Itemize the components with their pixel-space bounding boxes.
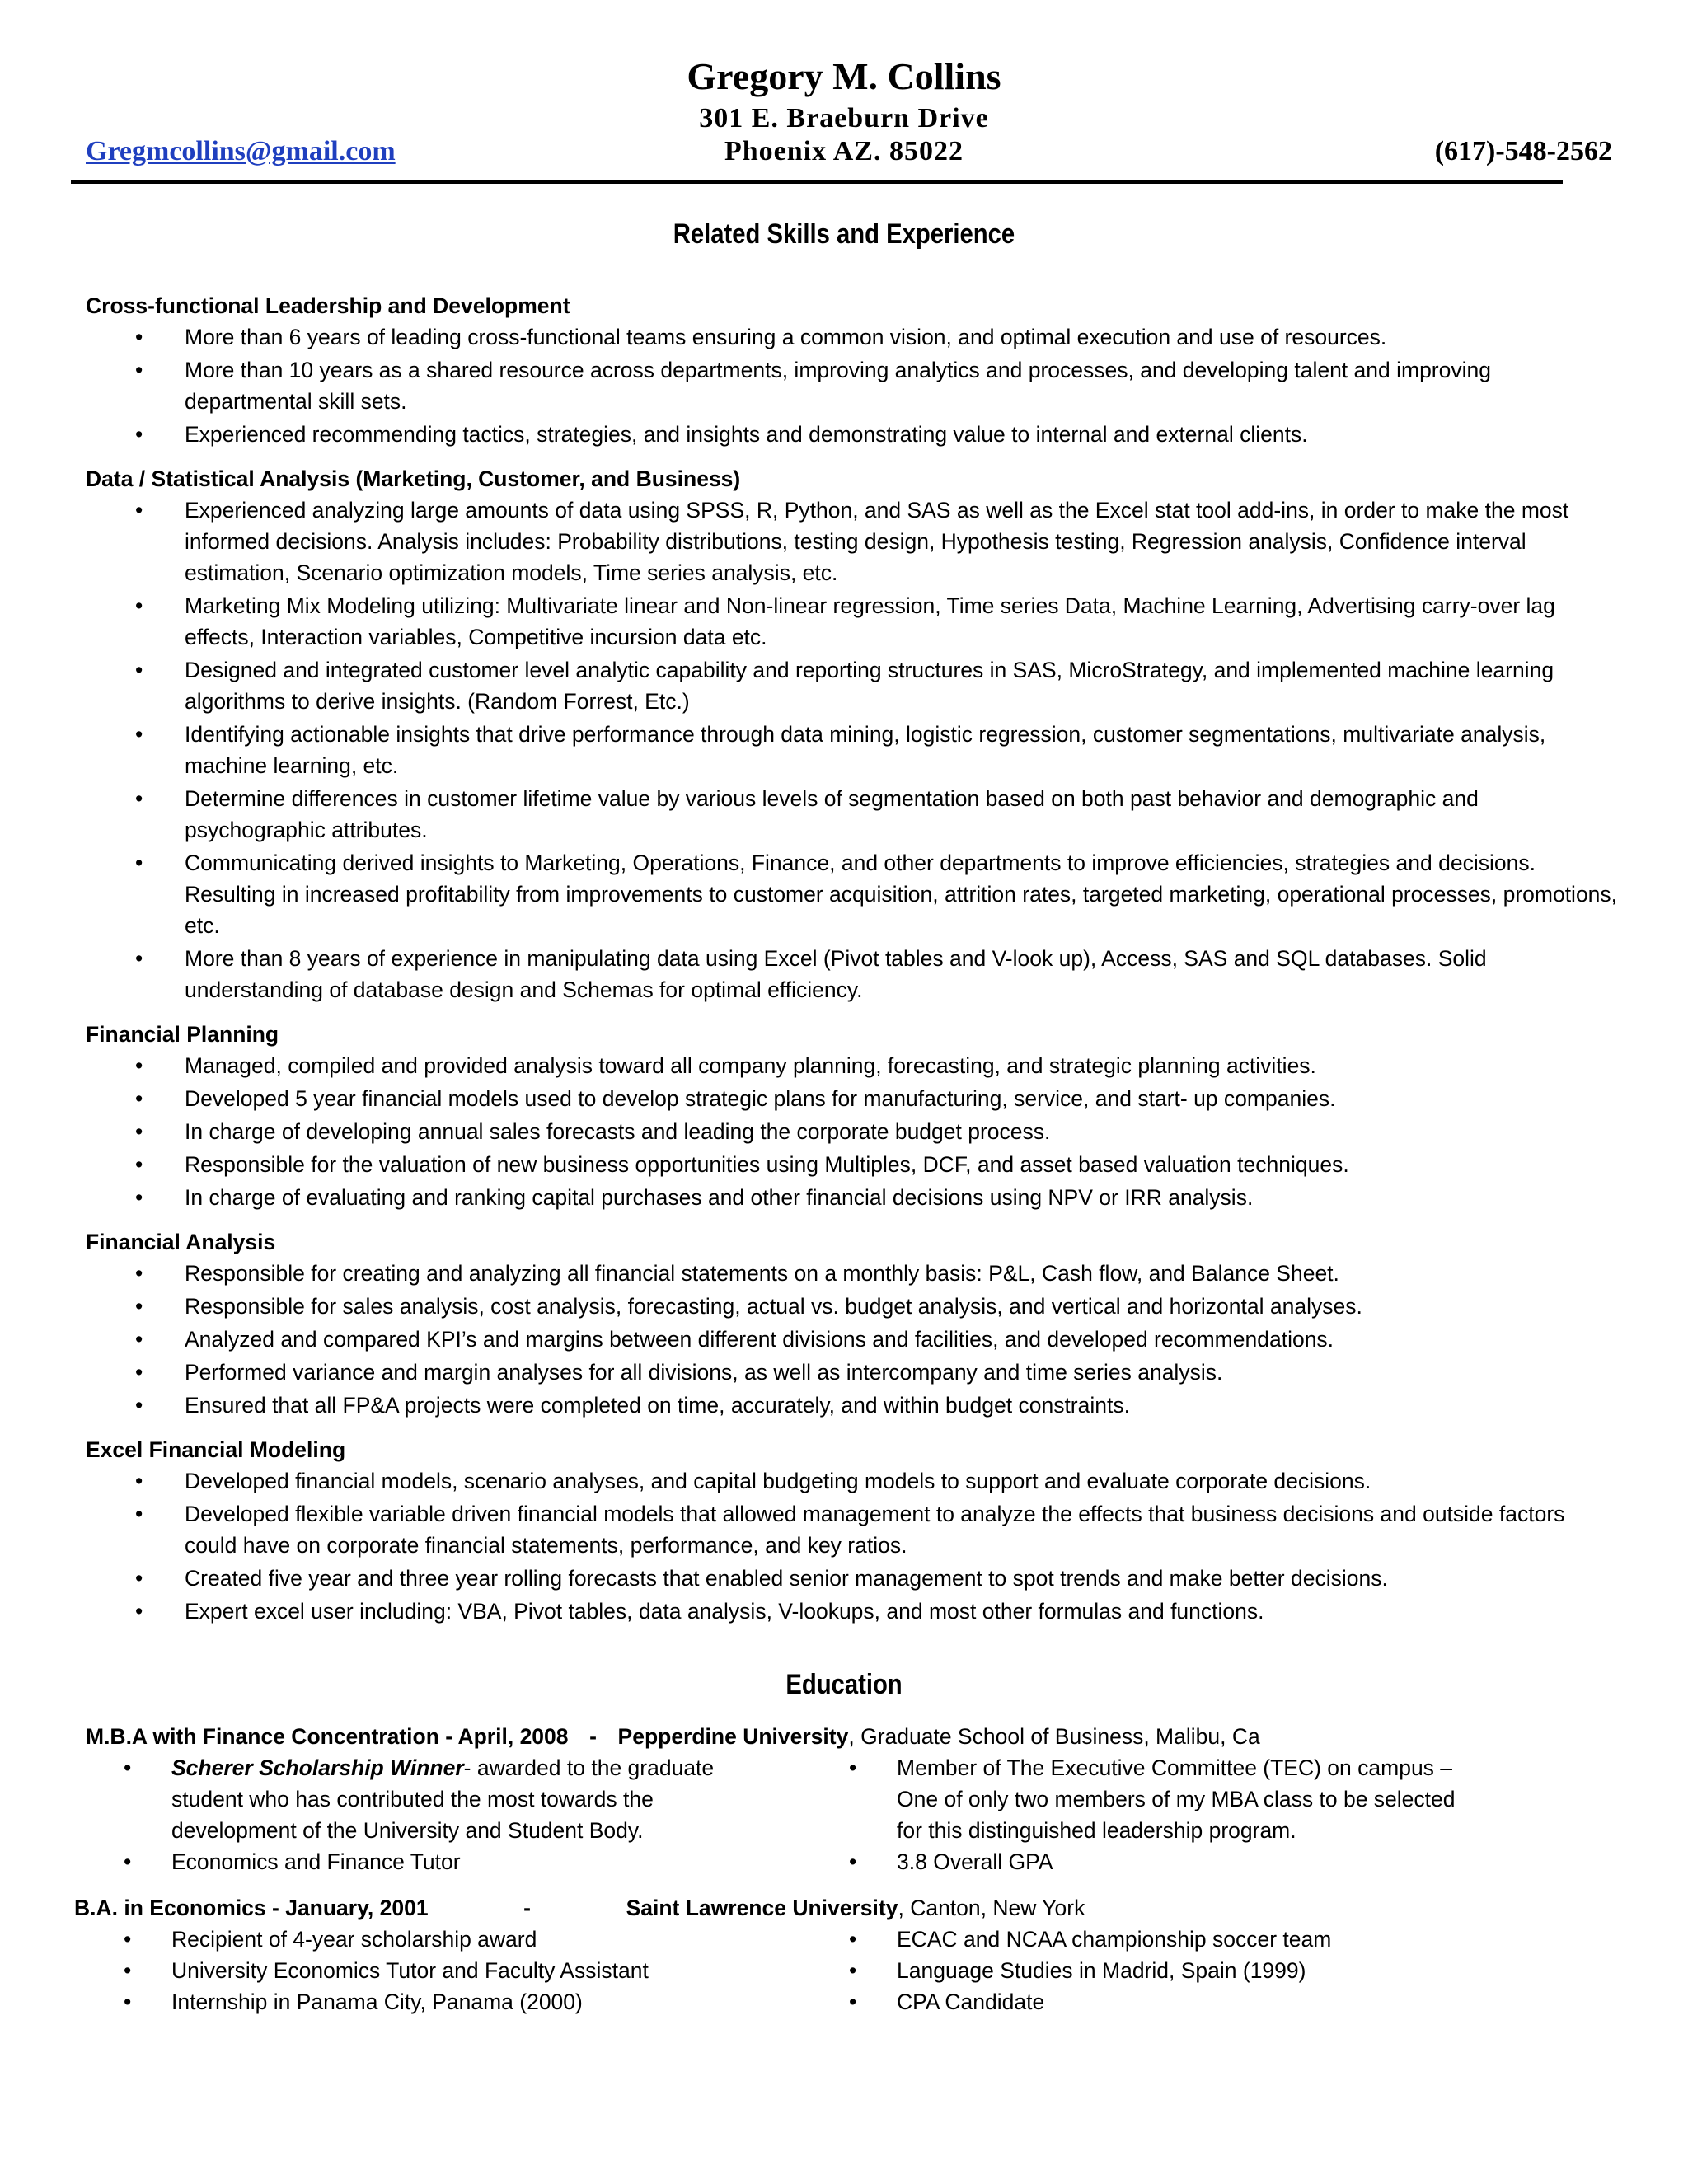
bullet-item: • Marketing Mix Modeling utilizing: Multivariate linear and Non-linear regression, Time series Data, Machine Learning, Advertising carry-over lag effects, Interaction variables, Competitive incursion data etc.	[86, 590, 1619, 653]
mba-right-column	[811, 1752, 1536, 1877]
bullet-item: • Experienced analyzing large amounts of data using SPSS, R, Python, and SAS as well as the Excel stat tool add-ins, in order to make the most informed decisions. Analysis includes: Probability distributions, testing design, Hypothesis testing, Regression analysis, Confidence interval estimation, Scenario optimization models, Time series analysis, etc.	[86, 494, 1619, 588]
bullet-item: • ECAC and NCAA championship soccer team	[811, 1924, 1474, 1955]
bullet-item	[86, 1752, 748, 1846]
ba-right-column	[811, 1924, 1536, 2018]
bullet-item: • Determine differences in customer lifetime value by various levels of segmentation based on both past behavior and demographic and psychographic attributes.	[86, 783, 1619, 846]
bullet-list	[811, 1924, 1536, 2018]
bullet-item: • More than 6 years of leading cross-functional teams ensuring a common vision, and optimal execution and use of resources.	[86, 321, 1619, 353]
bullet-item: • Created five year and three year rolling forecasts that enabled senior management to spot trends and make better decisions.	[86, 1563, 1619, 1594]
mba-left-column	[86, 1752, 811, 1877]
bullet-list	[86, 1050, 1619, 1213]
degree-separator: -	[523, 1896, 531, 1920]
mba-school: Pepperdine University	[617, 1724, 849, 1749]
bullet-item: • Responsible for sales analysis, cost analysis, forecasting, actual vs. budget analysis, and vertical and horizontal analyses.	[86, 1291, 1619, 1322]
ba-degree: B.A. in Economics - January, 2001	[74, 1896, 429, 1920]
bullet-list	[86, 1924, 811, 2018]
bullet-item: • CPA Candidate	[811, 1986, 1474, 2018]
bullet-item: • In charge of evaluating and ranking capital purchases and other financial decisions using NPV or IRR analysis.	[86, 1182, 1619, 1213]
bullet-item: • University Economics Tutor and Faculty Assistant	[86, 1955, 748, 1986]
degree-separator: -	[589, 1724, 597, 1749]
bullet-list	[86, 1465, 1619, 1627]
bullet-item: • Identifying actionable insights that drive performance through data mining, logistic regression, customer segmentations, multivariate analysis, machine learning, etc.	[86, 719, 1619, 781]
mba-degree: M.B.A with Finance Concentration - April, 2008	[86, 1724, 569, 1749]
section-heading: Financial Analysis	[86, 1230, 276, 1254]
bullet-item: • Ensured that all FP&A projects were completed on time, accurately, and within budget constraints.	[86, 1390, 1619, 1421]
bullet-item: • Performed variance and margin analyses for all divisions, as well as intercompany and time series analysis.	[86, 1357, 1619, 1388]
scholarship-description: - awarded to the graduate student who has contributed the most towards the development of the University and Student Body.	[171, 1755, 715, 1843]
bullet-item: • Managed, compiled and provided analysis toward all company planning, forecasting, and strategic planning activities.	[86, 1050, 1619, 1081]
ba-school: Saint Lawrence University	[626, 1896, 898, 1920]
section-heading: Financial Planning	[86, 1022, 279, 1047]
bullet-item: • Developed 5 year financial models used to develop strategic plans for manufacturing, service, and start- up companies.	[86, 1083, 1619, 1114]
scholarship-name: Scherer Scholarship Winner	[171, 1755, 464, 1780]
section-heading: Data / Statistical Analysis (Marketing, Customer, and Business)	[86, 466, 741, 491]
bullet-list	[86, 1752, 811, 1877]
header-divider	[71, 180, 1563, 184]
ba-details	[86, 1924, 1619, 2018]
section-heading: Cross-functional Leadership and Development	[86, 293, 570, 318]
section-heading: Excel Financial Modeling	[86, 1437, 346, 1462]
ba-left-column	[86, 1924, 811, 2018]
bullet-item: • Expert excel user including: VBA, Pivot tables, data analysis, V-lookups, and most other formulas and functions.	[86, 1596, 1619, 1627]
education-section	[74, 1721, 1619, 2032]
bullet-item: • 3.8 Overall GPA	[811, 1846, 1474, 1877]
bullet-list	[86, 494, 1619, 1005]
bullet-item: • Analyzed and compared KPI’s and margins between different divisions and facilities, and developed recommendations.	[86, 1324, 1619, 1355]
education-section-title: Education	[785, 1669, 903, 1700]
bullet-list	[86, 1258, 1619, 1421]
bullet-item: • More than 8 years of experience in manipulating data using Excel (Pivot tables and V-look up), Access, SAS and SQL databases. Solid understanding of database design and Schemas for optimal efficiency.	[86, 943, 1619, 1005]
bullet-item: • More than 10 years as a shared resource across departments, improving analytics and processes, and developing talent and improving departmental skill sets.	[86, 354, 1619, 417]
bullet-item: • Recipient of 4-year scholarship award	[86, 1924, 748, 1955]
street-address: 301 E. Braeburn Drive	[699, 103, 989, 134]
mba-details	[86, 1752, 1619, 1877]
city-address: Phoenix AZ. 85022	[724, 136, 964, 166]
bullet-item: • Communicating derived insights to Marketing, Operations, Finance, and other departments to improve efficiencies, strategies and decisions. Resulting in increased profitability from improvements to customer acquisition, attrition rates, targeted marketing, operational processes, promotions, etc.	[86, 847, 1619, 941]
bullet-list	[86, 321, 1619, 450]
ba-degree-line	[74, 1892, 1619, 1924]
mba-degree-line	[86, 1721, 1619, 1752]
bullet-item: • Language Studies in Madrid, Spain (1999)	[811, 1955, 1474, 1986]
bullet-item: • Internship in Panama City, Panama (2000)	[86, 1986, 748, 2018]
bullet-item: • Responsible for the valuation of new business opportunities using Multiples, DCF, and asset based valuation techniques.	[86, 1149, 1619, 1180]
bullet-item: • Developed flexible variable driven financial models that allowed management to analyze the effects that business decisions and outside factors could have on corporate financial statements, performance, and key ratios.	[86, 1498, 1619, 1561]
bullet-item: • Developed financial models, scenario analyses, and capital budgeting models to support and evaluate corporate decisions.	[86, 1465, 1619, 1497]
bullet-item: • Responsible for creating and analyzing all financial statements on a monthly basis: P&L, Cash flow, and Balance Sheet.	[86, 1258, 1619, 1289]
email-link[interactable]: Gregmcollins@gmail.com	[86, 136, 396, 166]
bullet-item: • Designed and integrated customer level analytic capability and reporting structures in SAS, MicroStrategy, and implemented machine learning algorithms to derive insights. (Random Forrest, Etc.)	[86, 654, 1619, 717]
ba-location: , Canton, New York	[898, 1896, 1085, 1920]
bullet-item: • Experienced recommending tactics, strategies, and insights and demonstrating value to internal and external clients.	[86, 419, 1619, 450]
phone-number: (617)-548-2562	[1434, 136, 1612, 166]
bullet-item: • Economics and Finance Tutor	[86, 1846, 748, 1877]
skills-section	[86, 290, 1619, 1640]
candidate-name: Gregory M. Collins	[687, 55, 1001, 97]
skills-section-title: Related Skills and Experience	[673, 218, 1015, 250]
bullet-item: • In charge of developing annual sales forecasts and leading the corporate budget process.	[86, 1116, 1619, 1147]
bullet-item: • Member of The Executive Committee (TEC) on campus – One of only two members of my MBA class to be selected for this distinguished leadership program.	[811, 1752, 1474, 1846]
mba-location: , Graduate School of Business, Malibu, Ca	[848, 1724, 1260, 1749]
bullet-list	[811, 1752, 1536, 1877]
